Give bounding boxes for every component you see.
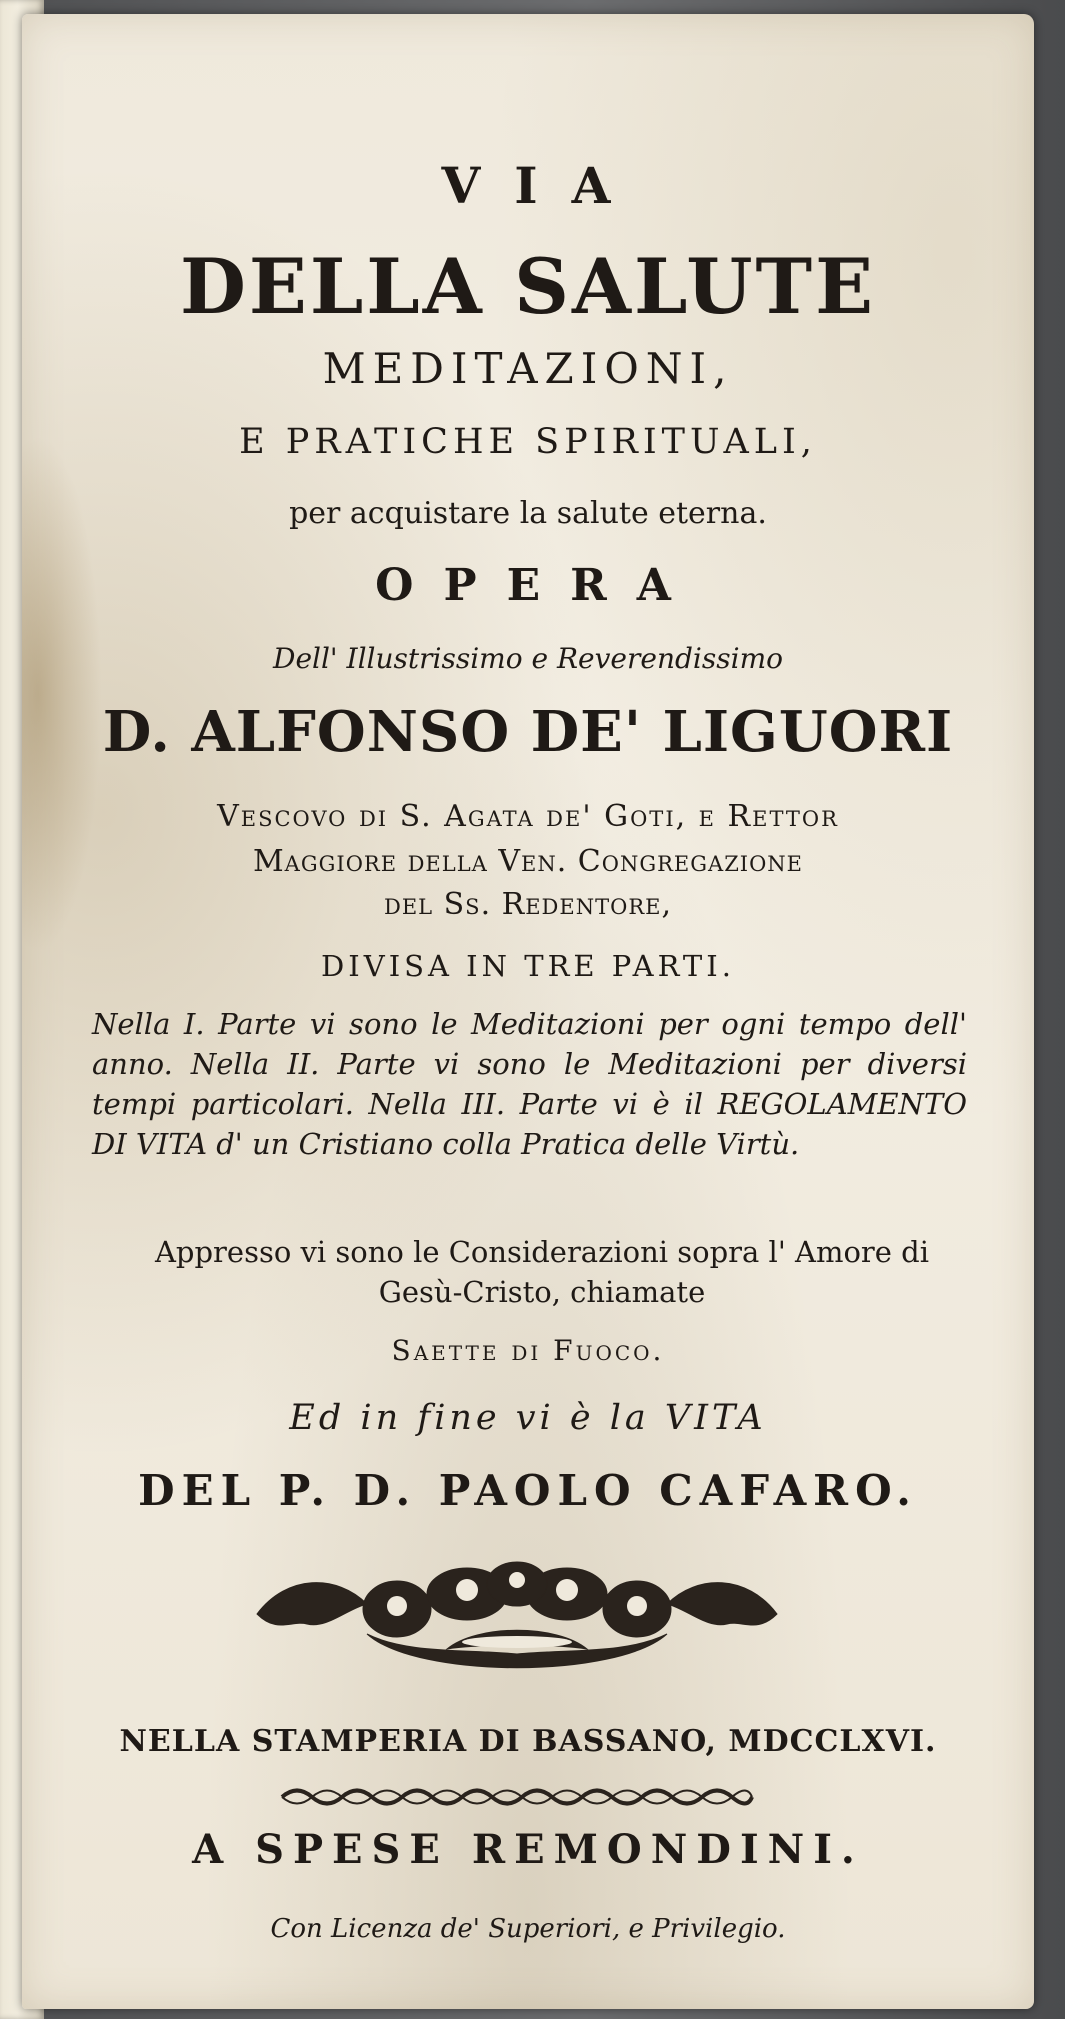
book-title: DELLA SALUTE: [179, 242, 877, 331]
author-title-line-3: del Ss. Redentore,: [383, 887, 673, 922]
parts-description: Nella I. Parte vi sono le Meditazioni per ogni tempo dell' anno. Nella II. Parte vi sono le Meditazioni per diversi tempi particolari. Nella III. Parte vi è il REGOLAMENTO DI VITA d' un Cristiano colla Pratica delle Virtù.: [92, 1007, 967, 1161]
title-line-pratiche: E PRATICHE SPIRITUALI,: [239, 422, 817, 462]
wave-scroll-divider-icon: [277, 1782, 757, 1812]
appendix-title: Saette di Fuoco.: [391, 1334, 665, 1367]
author-honorific: Dell' Illustrissimo e Reverendissimo: [273, 642, 783, 675]
title-line-meditazioni: MEDITAZIONI,: [322, 344, 734, 393]
title-line-via: VIA: [441, 156, 645, 215]
author-title-line-1: Vescovo di S. Agata de' Goti, e Rettor: [217, 799, 839, 834]
publisher-line: A SPESE REMONDINI.: [192, 1826, 864, 1873]
printer-line: NELLA STAMPERIA DI BASSANO, MDCCLXVI.: [119, 1724, 937, 1759]
author-name: D. ALFONSO DE' LIGUORI: [102, 699, 954, 765]
appendix-description: Appresso vi sono le Considerazioni sopra l' Amore di Gesù-Cristo, chiamate: [154, 1235, 930, 1309]
divisions-heading: DIVISA IN TRE PARTI.: [321, 949, 735, 983]
author-title-line-2: Maggiore della Ven. Congregazione: [252, 844, 804, 879]
vita-intro: Ed in fine vi è la VITA: [289, 1398, 767, 1438]
opera-heading: OPERA: [375, 560, 701, 611]
license-line: Con Licenza de' Superiori, e Privilegio.: [270, 1914, 786, 1944]
floral-scroll-ornament-icon: [247, 1554, 787, 1684]
vita-subject: DEL P. D. PAOLO CAFARO.: [138, 1466, 918, 1515]
title-page: [22, 14, 1034, 2009]
subtitle: per acquistare la salute eterna.: [289, 496, 767, 531]
